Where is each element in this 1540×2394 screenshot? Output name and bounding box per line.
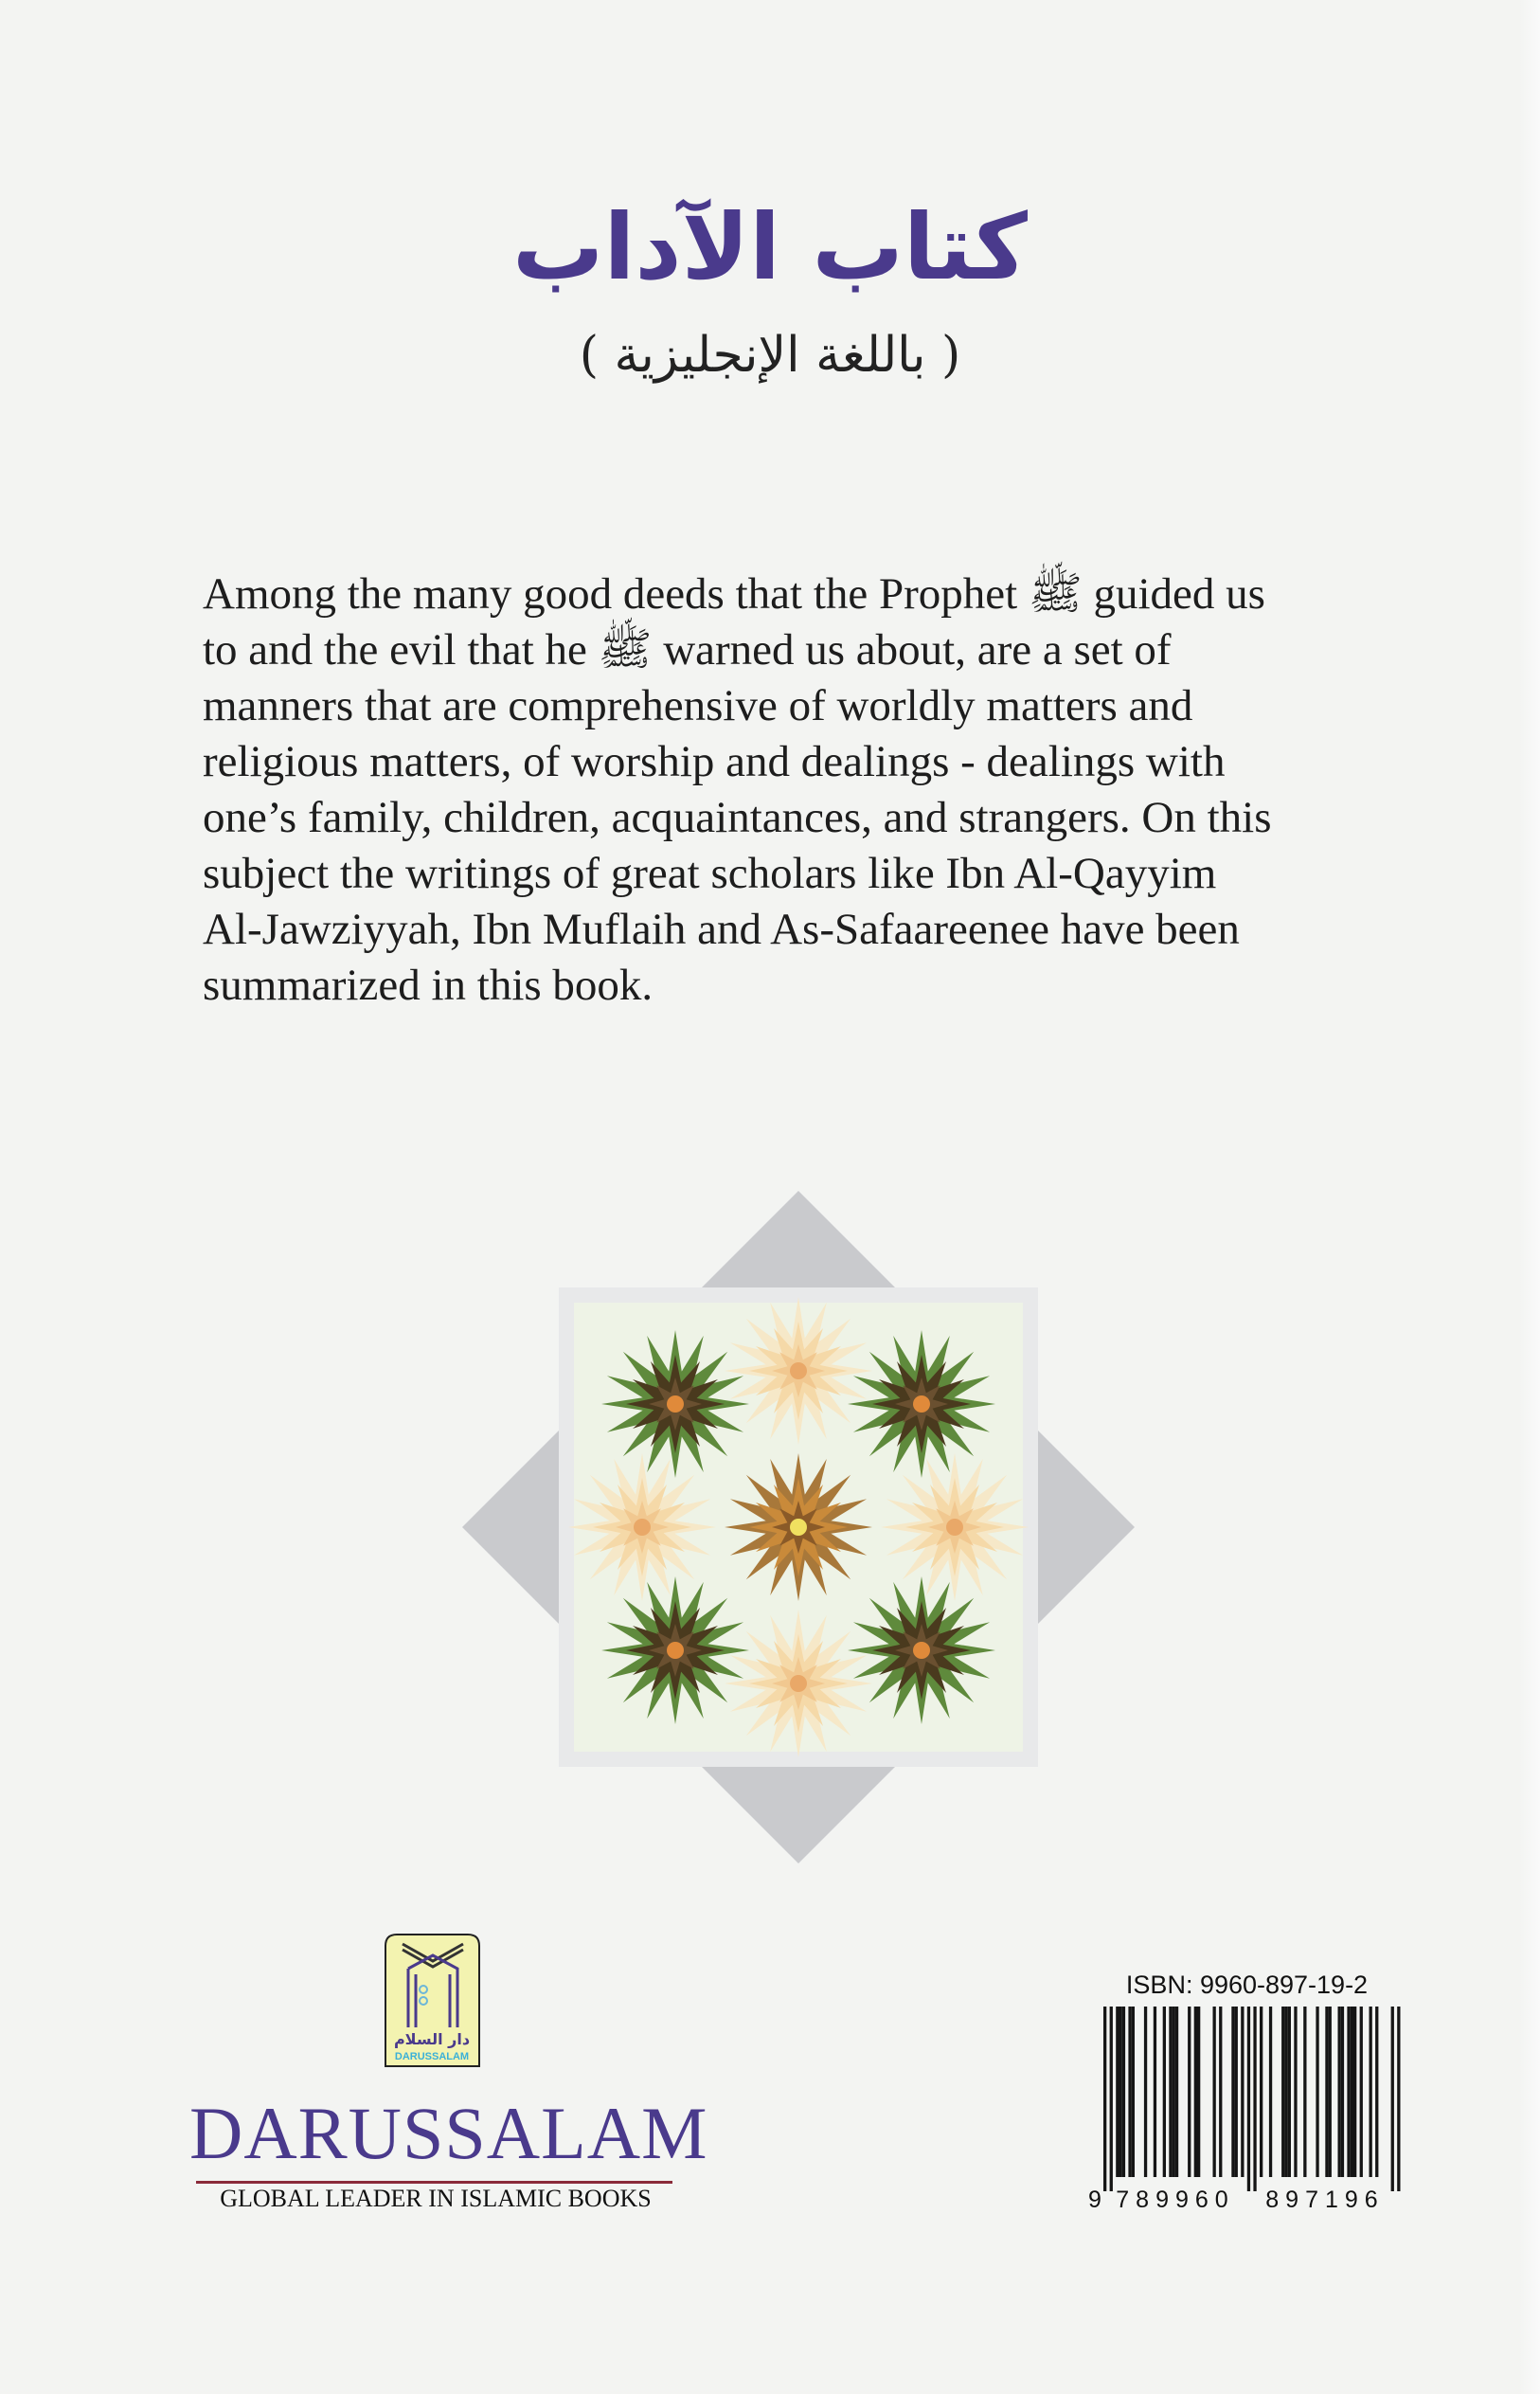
barcode-bar	[1241, 2007, 1244, 2177]
barcode-bar	[1128, 2007, 1131, 2177]
rosette-center	[667, 1642, 684, 1659]
book-subtitle-arabic: ( باللغة الإنجليزية )	[579, 327, 961, 384]
darussalam-logo	[384, 1933, 481, 2068]
rosette-center	[634, 1519, 651, 1536]
barcode-bar	[1353, 2007, 1356, 2177]
barcode-bar	[1116, 2007, 1119, 2177]
barcode-bar	[1288, 2007, 1291, 2177]
barcode-digit-first: 9	[1088, 2187, 1101, 2210]
rosette-center	[790, 1519, 807, 1536]
barcode-bar	[1303, 2007, 1306, 2177]
barcode-bar	[1347, 2007, 1350, 2177]
barcode-bar	[1375, 2007, 1378, 2177]
barcode-bar	[1132, 2007, 1135, 2177]
barcode-bar	[1197, 2007, 1200, 2177]
barcode-bar	[1169, 2007, 1172, 2177]
barcode-bar	[1119, 2007, 1122, 2177]
barcode-bar	[1329, 2007, 1332, 2177]
barcode-bar	[1163, 2007, 1166, 2177]
isbn-barcode	[1083, 2007, 1414, 2210]
description-line: manners that are comprehensive of worldly matters and	[203, 681, 1193, 730]
barcode-bar	[1360, 2007, 1363, 2177]
rosette-center	[667, 1395, 684, 1413]
rosette-center	[913, 1642, 930, 1659]
barcode-bar	[1175, 2007, 1178, 2177]
logo-text: DARUSSALAM	[394, 2051, 470, 2062]
barcode-bar	[1370, 2007, 1372, 2177]
rosette-center	[946, 1519, 963, 1536]
barcode-bar	[1294, 2007, 1297, 2177]
barcode-bar	[1391, 2007, 1394, 2191]
barcode-bar	[1194, 2007, 1197, 2177]
barcode-bar	[1231, 2007, 1234, 2177]
barcode-bar	[1213, 2007, 1216, 2177]
barcode-bar	[1173, 2007, 1175, 2177]
description-line: Al-Jawziyyah, Ibn Muflaih and As-Safaareenee have been	[203, 905, 1240, 954]
isbn-label: ISBN: 9960-897-19-2	[1125, 1971, 1369, 1999]
barcode-bar	[1122, 2007, 1125, 2177]
barcode-bar	[1253, 2007, 1256, 2191]
publisher-rule	[196, 2181, 672, 2184]
logo-arabic-text: دار السلام	[393, 2030, 471, 2048]
barcode-bar	[1325, 2007, 1328, 2177]
rosette-center	[790, 1675, 807, 1692]
barcode-bar	[1316, 2007, 1318, 2177]
description-line: summarized in this book.	[203, 961, 654, 1010]
description-line: religious matters, of worship and dealings - dealings with	[203, 737, 1226, 786]
description-line: subject the writings of great scholars like Ibn Al-Qayyim	[203, 849, 1217, 898]
barcode-bar	[1188, 2007, 1191, 2177]
barcode-bar	[1269, 2007, 1272, 2177]
publisher-name: DARUSSALAM	[189, 2092, 708, 2174]
description-line: Among the many good deeds that the Prophet ﷺ guided us	[203, 569, 1265, 619]
publisher-tagline: GLOBAL LEADER IN ISLAMIC BOOKS	[220, 2185, 652, 2212]
description-line: to and the evil that he ﷺ warned us about, are a set of	[203, 625, 1172, 675]
barcode-digits-left: 789960	[1116, 2187, 1235, 2210]
barcode-bar	[1235, 2007, 1238, 2177]
book-description	[203, 567, 1434, 1014]
book-title-arabic: كتاب الآداب	[512, 194, 1028, 300]
barcode-bar	[1154, 2007, 1156, 2177]
barcode-bar	[1338, 2007, 1341, 2177]
barcode-bar	[1110, 2007, 1113, 2191]
barcode-bar	[1103, 2007, 1106, 2191]
description-line: one’s family, children, acquaintances, and strangers. On this	[203, 793, 1272, 842]
rosette-center	[913, 1395, 930, 1413]
barcode-bar	[1219, 2007, 1222, 2177]
barcode-bar	[1281, 2007, 1284, 2177]
barcode-bar	[1284, 2007, 1287, 2177]
barcode-bar	[1247, 2007, 1250, 2191]
barcode-digits-right: 897196	[1265, 2187, 1385, 2210]
rosette-center	[790, 1362, 807, 1379]
barcode-bar	[1351, 2007, 1353, 2177]
barcode-bar	[1144, 2007, 1147, 2177]
geometric-ornament	[462, 1191, 1135, 1863]
barcode-bar	[1397, 2007, 1400, 2191]
barcode-bar	[1260, 2007, 1262, 2177]
barcode-bar	[1341, 2007, 1344, 2177]
